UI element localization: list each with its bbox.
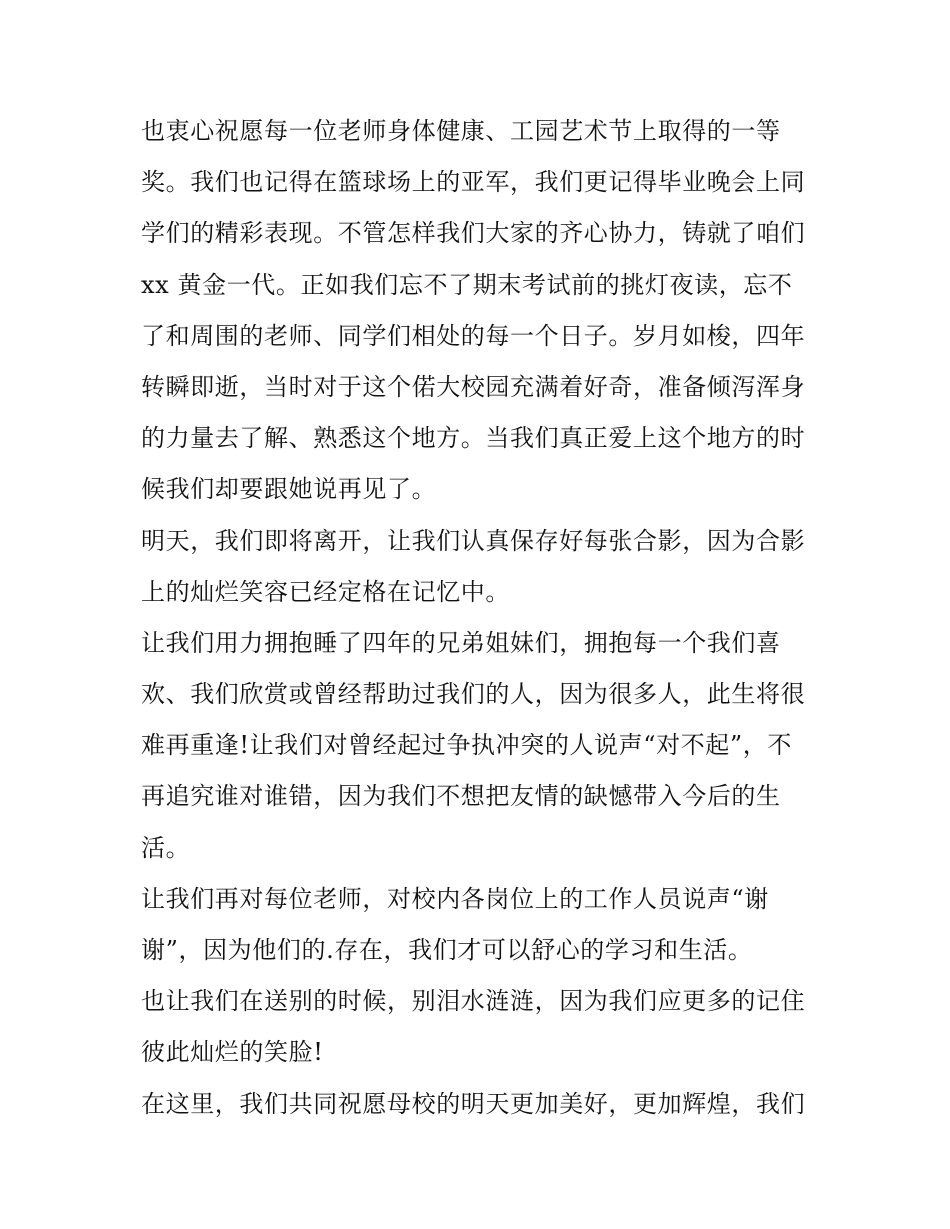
text-line: 谢”，因为他们的.存在，我们才可以舒心的学习和生活。	[141, 936, 753, 964]
text-line: 的力量去了解、熟悉这个地方。当我们真正爱上这个地方的时	[141, 424, 806, 453]
text-line: 在这里，我们共同祝愿母校的明天更加美好，更加辉煌，我们	[141, 1089, 806, 1118]
text-line: xx 黄金一代。正如我们忘不了期末考试前的挑灯夜读，忘不	[141, 270, 793, 299]
text-line: 让我们用力拥抱睡了四年的兄弟姐妹们，拥抱每一个我们喜	[141, 628, 781, 657]
text-line: 欢、我们欣赏或曾经帮助过我们的人，因为很多人，此生将很	[141, 680, 806, 709]
text-line: 也让我们在送别的时候，别泪水涟涟，因为我们应更多的记住	[141, 987, 806, 1016]
text-line: 难再重逢!让我们对曾经起过争执冲突的人说声“对不起”，不	[141, 731, 792, 760]
text-line: 转瞬即逝，当时对于这个偌大校园充满着好奇，准备倾泻浑身	[141, 372, 806, 401]
text-line: 上的灿烂笑容已经定格在记忆中。	[141, 577, 510, 606]
text-line: 候我们却要跟她说再见了。	[141, 475, 437, 504]
text-line: 彼此灿烂的笑脸!	[141, 1038, 324, 1067]
text-line: 活。	[141, 833, 191, 862]
text-line: 学们的精彩表现。不管怎样我们大家的齐心协力，铸就了咱们	[141, 219, 806, 248]
text-line: 了和周围的老师、同学们相处的每一个日子。岁月如梭，四年	[141, 321, 806, 350]
text-line: 奖。我们也记得在篮球场上的亚军，我们更记得毕业晚会上同	[141, 168, 806, 197]
text-line: 再追究谁对谁错，因为我们不想把友情的缺憾带入今后的生	[141, 782, 781, 811]
document-body	[141, 106, 821, 1130]
text-line: 明天，我们即将离开，让我们认真保存好每张合影，因为合影	[141, 526, 806, 555]
text-line: 也衷心祝愿每一位老师身体健康、工园艺术节上取得的一等	[141, 117, 781, 145]
text-line: 让我们再对每位老师，对校内各岗位上的工作人员说声“谢	[141, 884, 769, 913]
